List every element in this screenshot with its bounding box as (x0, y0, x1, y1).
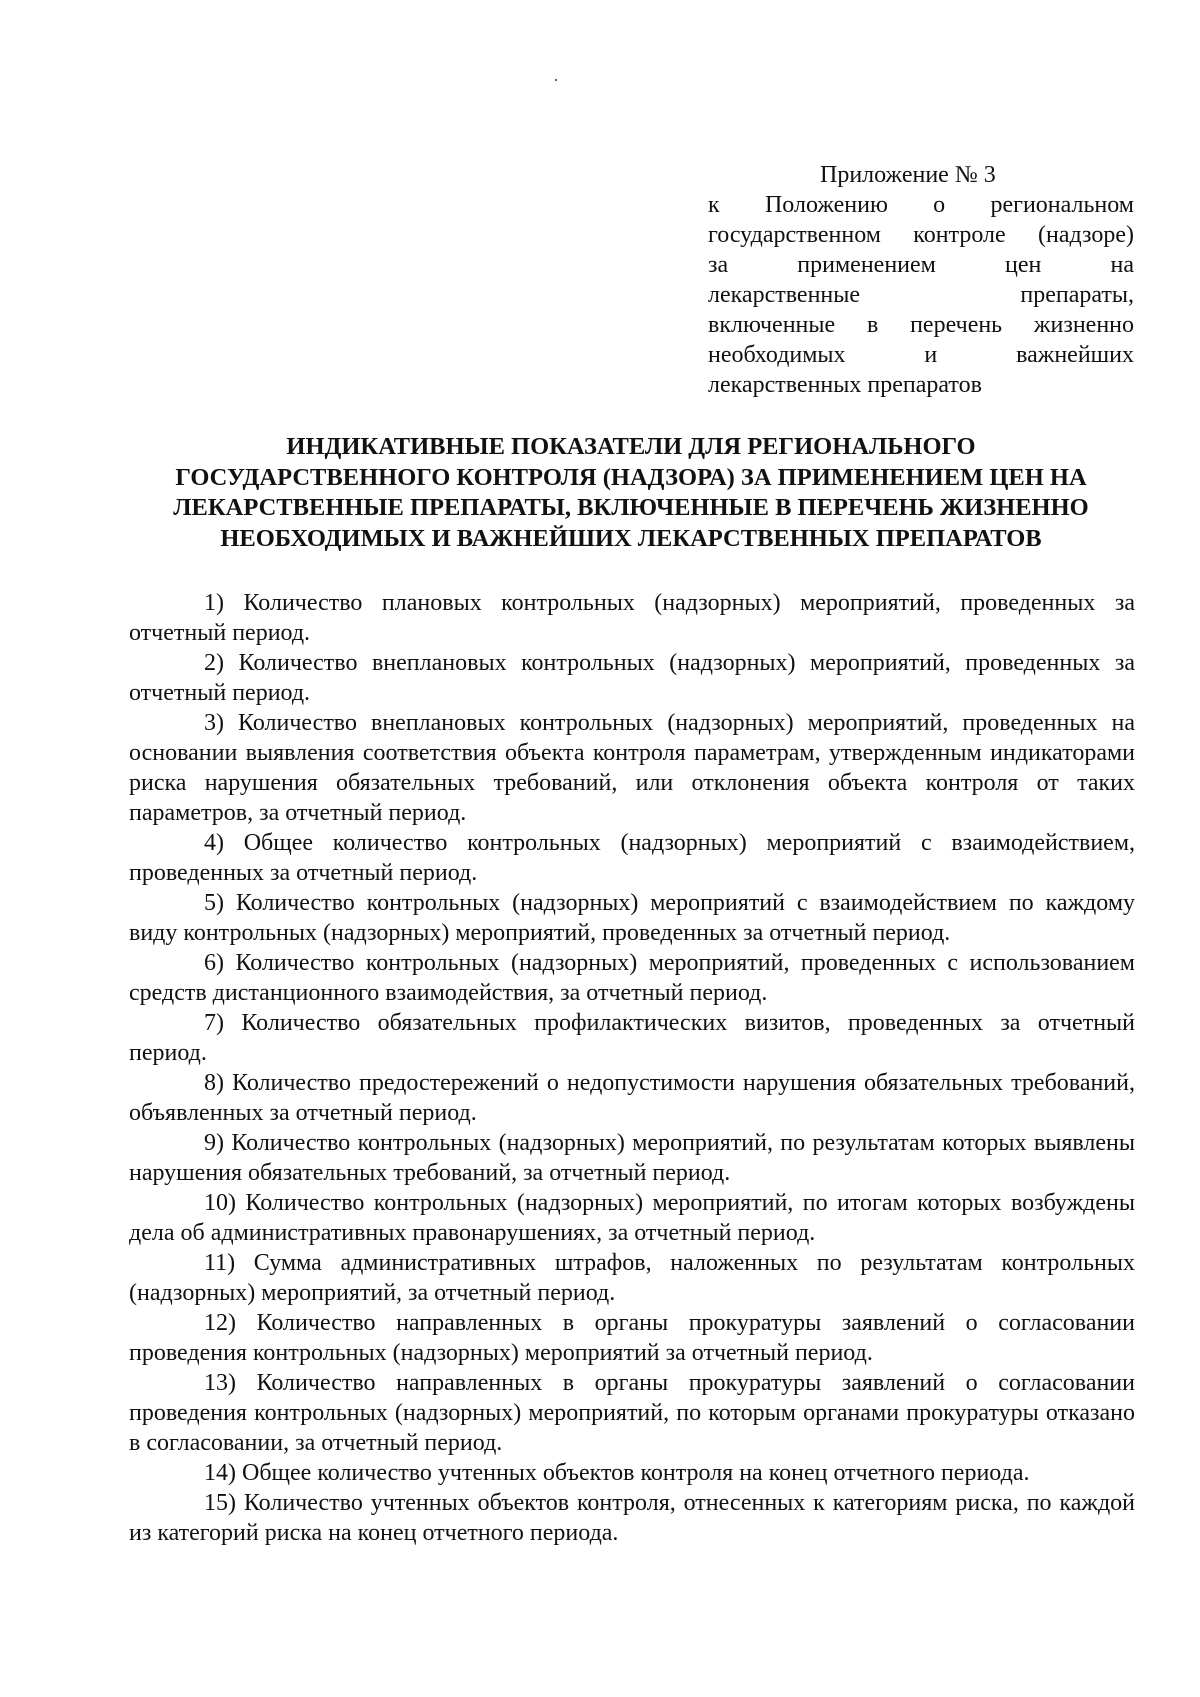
list-item: 8) Количество предостережений о недопустимости нарушения обязательных требований, объявленных за отчетный период. (129, 1070, 1135, 1126)
list-item: 9) Количество контрольных (надзорных) мероприятий, по результатам которых выявлены нарушения обязательных требований, за отчетный период. (129, 1130, 1135, 1186)
appendix-line: лекарственные препараты, (708, 282, 1134, 308)
list-item: 12) Количество направленных в органы прокуратуры заявлений о согласовании проведения контрольных (надзорных) мероприятий за отчетный период. (129, 1310, 1135, 1366)
appendix-line: необходимых и важнейших (708, 342, 1134, 368)
scan-speck (555, 79, 557, 81)
appendix-line: к Положению о региональном (708, 192, 1134, 218)
heading-line: ИНДИКАТИВНЫЕ ПОКАЗАТЕЛИ ДЛЯ РЕГИОНАЛЬНОГО (286, 433, 976, 460)
list-item: 13) Количество направленных в органы прокуратуры заявлений о согласовании проведения контрольных (надзорных) мероприятий, по которым органами прокуратуры отказано в согласовании, за отчетный период. (129, 1370, 1135, 1456)
list-item: 4) Общее количество контрольных (надзорных) мероприятий с взаимодействием, проведенных за отчетный период. (129, 830, 1135, 886)
list-item: 11) Сумма административных штрафов, наложенных по результатам контрольных (надзорных) мероприятий, за отчетный период. (129, 1250, 1135, 1306)
list-item: 14) Общее количество учтенных объектов контроля на конец отчетного периода. (204, 1460, 1030, 1486)
appendix-line: включенные в перечень жизненно (708, 312, 1134, 338)
appendix-block (708, 160, 1134, 400)
appendix-line: государственном контроле (надзоре) (708, 222, 1134, 248)
list-item: 10) Количество контрольных (надзорных) мероприятий, по итогам которых возбуждены дела об административных правонарушениях, за отчетный период. (129, 1190, 1135, 1246)
appendix-title: Приложение № 3 (820, 162, 996, 188)
list-item: 2) Количество внеплановых контрольных (надзорных) мероприятий, проведенных за отчетный период. (129, 650, 1135, 706)
appendix-line: лекарственных препаратов (708, 372, 982, 398)
list-item: 15) Количество учтенных объектов контроля, отнесенных к категориям риска, по каждой из категорий риска на конец отчетного периода. (129, 1490, 1135, 1546)
list-item: 1) Количество плановых контрольных (надзорных) мероприятий, проведенных за отчетный период. (129, 590, 1135, 646)
list-item: 5) Количество контрольных (надзорных) мероприятий с взаимодействием по каждому виду контрольных (надзорных) мероприятий, проведенных за отчетный период. (129, 890, 1135, 946)
indicator-list (129, 588, 1135, 1548)
list-item: 3) Количество внеплановых контрольных (надзорных) мероприятий, проведенных на основании выявления соответствия объекта контроля параметрам, утвержденным индикаторами риска нарушения обязательных требований, или отклонения объекта контроля от таких параметров, за отчетный период. (129, 710, 1135, 826)
heading-line: ЛЕКАРСТВЕННЫЕ ПРЕПАРАТЫ, ВКЛЮЧЕННЫЕ В ПЕРЕЧЕНЬ ЖИЗНЕННО (173, 494, 1089, 521)
list-item: 7) Количество обязательных профилактических визитов, проведенных за отчетный период. (129, 1010, 1135, 1066)
document-heading (128, 432, 1134, 554)
heading-line: НЕОБХОДИМЫХ И ВАЖНЕЙШИХ ЛЕКАРСТВЕННЫХ ПРЕПАРАТОВ (220, 524, 1042, 552)
appendix-line: за применением цен на (708, 252, 1134, 278)
list-item: 6) Количество контрольных (надзорных) мероприятий, проведенных с использованием средств дистанционного взаимодействия, за отчетный период. (129, 950, 1135, 1006)
heading-line: ГОСУДАРСТВЕННОГО КОНТРОЛЯ (НАДЗОРА) ЗА ПРИМЕНЕНИЕМ ЦЕН НА (175, 463, 1087, 491)
